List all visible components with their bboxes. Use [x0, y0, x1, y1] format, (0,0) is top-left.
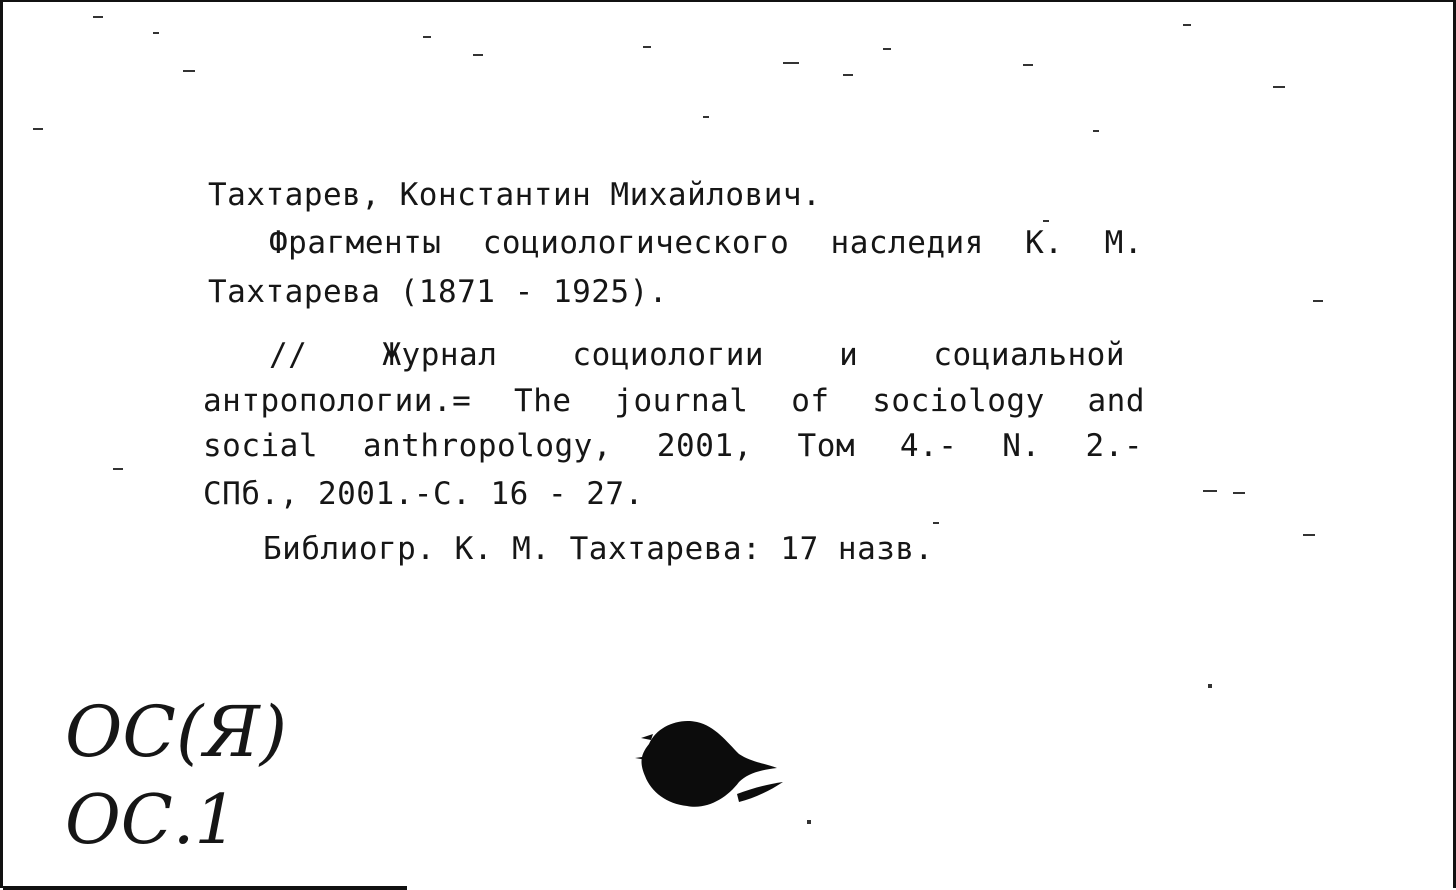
ink-blot-mark: [627, 714, 787, 814]
bibliography-note: Библиогр. К. М. Тахтарева: 17 назв.: [263, 531, 934, 567]
journal-line-1: // Журнал социологии и социальной: [269, 337, 1125, 373]
handwritten-shelfmark-line-2: ОС.1: [65, 781, 238, 860]
handwritten-shelfmark-line-1: ОС(Я): [65, 691, 288, 773]
journal-line-2: антропологии.= The journal of sociology and: [203, 383, 1145, 419]
imprint-line: СПб., 2001.-С. 16 - 27.: [203, 476, 644, 512]
title-line-1: Фрагменты социологического наследия К. М.: [269, 225, 1143, 261]
author-heading: Тахтарев, Константин Михайлович.: [208, 177, 822, 213]
title-line-2: Тахтарева (1871 - 1925).: [208, 274, 668, 310]
journal-line-3: social anthropology, 2001, Том 4.- N. 2.-: [203, 428, 1143, 464]
card-bottom-edge: [3, 886, 407, 890]
